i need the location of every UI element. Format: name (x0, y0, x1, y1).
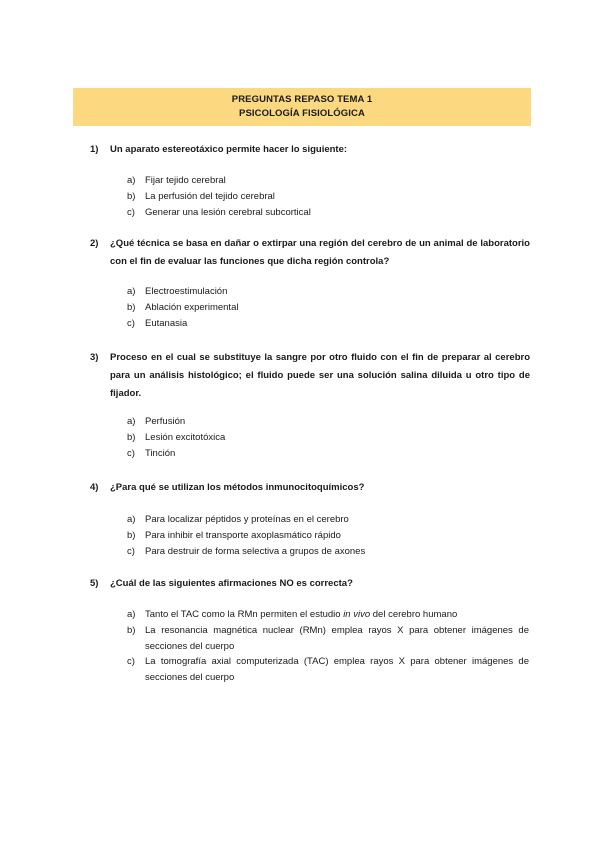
option-c (127, 446, 529, 462)
question-4 (90, 479, 530, 497)
option-text: Ablación experimental (145, 302, 239, 313)
option-c (127, 205, 529, 221)
option-letter: a) (127, 609, 136, 620)
question-number: 1) (90, 144, 99, 155)
option-text: Perfusión (145, 416, 186, 427)
option-b (127, 300, 529, 316)
option-text: Para inhibir el transporte axoplasmático rápido (145, 530, 341, 541)
question-3 (90, 349, 530, 403)
option-letter: b) (127, 625, 136, 636)
option-b (127, 528, 529, 544)
option-text: La tomografía axial computerizada (TAC) emplea rayos X para obtener imágenes de secciones del cuerpo (145, 656, 529, 683)
option-text: Tinción (145, 448, 176, 459)
option-text: Para destruir de forma selectiva a grupos de axones (145, 546, 366, 557)
option-b (127, 623, 529, 655)
option-b (127, 430, 529, 446)
option-text: Electroestimulación (145, 286, 228, 297)
option-a (127, 414, 529, 430)
option-letter: c) (127, 207, 135, 218)
option-text: La perfusión del tejido cerebral (145, 191, 275, 202)
title-banner (73, 88, 531, 126)
option-a (127, 512, 529, 528)
question-text: ¿Cuál de las siguientes afirmaciones NO es correcta? (110, 578, 353, 589)
option-a (127, 607, 529, 623)
option-letter: a) (127, 286, 136, 297)
option-text: Fijar tejido cerebral (145, 175, 226, 186)
option-letter: a) (127, 514, 136, 525)
options-2 (127, 284, 529, 332)
question-5 (90, 575, 530, 593)
title-line-1: PREGUNTAS REPASO TEMA 1 (231, 94, 373, 105)
option-c (127, 544, 529, 560)
option-b (127, 189, 529, 205)
option-text: Generar una lesión cerebral subcortical (145, 207, 311, 218)
option-letter: c) (127, 656, 135, 667)
options-3 (127, 414, 529, 462)
option-text-part: del cerebro humano (370, 609, 458, 620)
option-letter: c) (127, 546, 135, 557)
option-letter: a) (127, 175, 136, 186)
question-number: 4) (90, 482, 99, 493)
option-text (145, 607, 529, 623)
options-4 (127, 512, 529, 560)
question-text: Un aparato estereotáxico permite hacer lo siguiente: (110, 144, 348, 155)
option-letter: a) (127, 416, 136, 427)
option-letter: c) (127, 448, 135, 459)
option-a (127, 173, 529, 189)
option-a (127, 284, 529, 300)
option-c (127, 316, 529, 332)
option-text-italic: in vivo (343, 609, 371, 620)
option-text: Para localizar péptidos y proteínas en el cerebro (145, 514, 349, 525)
option-text: Lesión excitotóxica (145, 432, 226, 443)
question-number: 5) (90, 578, 99, 589)
option-text-part: Tanto el TAC como la RMn permiten el estudio (145, 609, 344, 620)
option-letter: b) (127, 302, 136, 313)
question-number: 3) (90, 352, 99, 363)
option-text: Eutanasia (145, 318, 188, 329)
option-letter: b) (127, 191, 136, 202)
options-5 (127, 607, 529, 686)
option-letter: c) (127, 318, 135, 329)
option-text: La resonancia magnética nuclear (RMn) emplea rayos X para obtener imágenes de secciones del cuerpo (145, 625, 529, 652)
question-number: 2) (90, 238, 99, 249)
question-text: ¿Qué técnica se basa en dañar o extirpar una región del cerebro de un animal de laboratorio con el fin de evaluar las funciones que dicha región controla? (110, 238, 530, 267)
option-c (127, 654, 529, 686)
options-1 (127, 173, 529, 221)
option-letter: b) (127, 432, 136, 443)
option-letter: b) (127, 530, 136, 541)
question-2 (90, 235, 530, 271)
title-line-2: PSICOLOGÍA FISIOLÓGICA (239, 108, 365, 119)
question-1 (90, 141, 530, 159)
question-text: Proceso en el cual se substituye la sangre por otro fluido con el fin de preparar al cerebro para un análisis histológico; el fluido puede ser una solución salina diluida u otro tipo de fijador. (110, 352, 530, 399)
question-text: ¿Para qué se utilizan los métodos inmunocitoquímicos? (110, 482, 365, 493)
